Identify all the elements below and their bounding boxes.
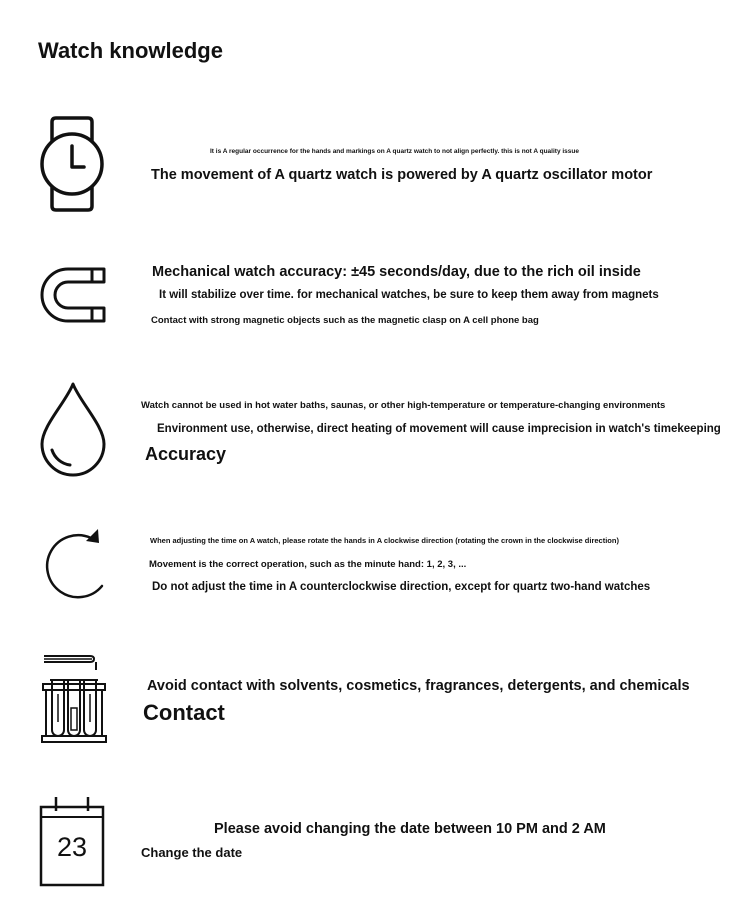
wristwatch-icon xyxy=(38,116,106,212)
water-drop-icon xyxy=(38,380,108,478)
section-1-heading: The movement of A quartz watch is powered by A quartz oscillator motor xyxy=(151,167,653,183)
test-tubes-icon xyxy=(38,650,110,746)
section-3-heading: Accuracy xyxy=(145,444,227,464)
section-3-line-2: Environment use, otherwise, direct heating of movement will cause imprecision in watch's timekeeping xyxy=(157,423,721,435)
section-6-label: Change the date xyxy=(141,845,243,860)
section-5-label: Contact xyxy=(143,700,225,725)
calendar-day-number: 23 xyxy=(56,832,88,862)
section-5-heading: Avoid contact with solvents, cosmetics, fragrances, detergents, and chemicals xyxy=(147,678,690,694)
section-2-line-2: It will stabilize over time. for mechanical watches, be sure to keep them away from magnets xyxy=(159,289,659,301)
section-4-line-1: When adjusting the time on A watch, please rotate the hands in A clockwise direction (rotating the crown in the clockwise direction) xyxy=(150,536,619,545)
section-2-line-3: Contact with strong magnetic objects such as the magnetic clasp on A cell phone bag xyxy=(151,315,539,326)
magnet-icon xyxy=(38,266,108,324)
section-6-heading: Please avoid changing the date between 10 PM and 2 AM xyxy=(214,821,606,837)
page-title: Watch knowledge xyxy=(38,38,223,63)
section-3-line-1: Watch cannot be used in hot water baths, saunas, or other high-temperature or temperature-changing environments xyxy=(141,400,666,411)
section-1-note: It is A regular occurrence for the hands and markings on A quartz watch to not align perfectly. this is not A quality issue xyxy=(210,148,579,155)
clockwise-arrow-icon xyxy=(38,527,108,605)
section-2-heading: Mechanical watch accuracy: ±45 seconds/day, due to the rich oil inside xyxy=(152,264,641,280)
section-4-line-3: Do not adjust the time in A counterclockwise direction, except for quartz two-hand watches xyxy=(152,581,651,593)
calendar-icon xyxy=(38,795,106,889)
section-4-line-2: Movement is the correct operation, such as the minute hand: 1, 2, 3, ... xyxy=(149,559,467,570)
